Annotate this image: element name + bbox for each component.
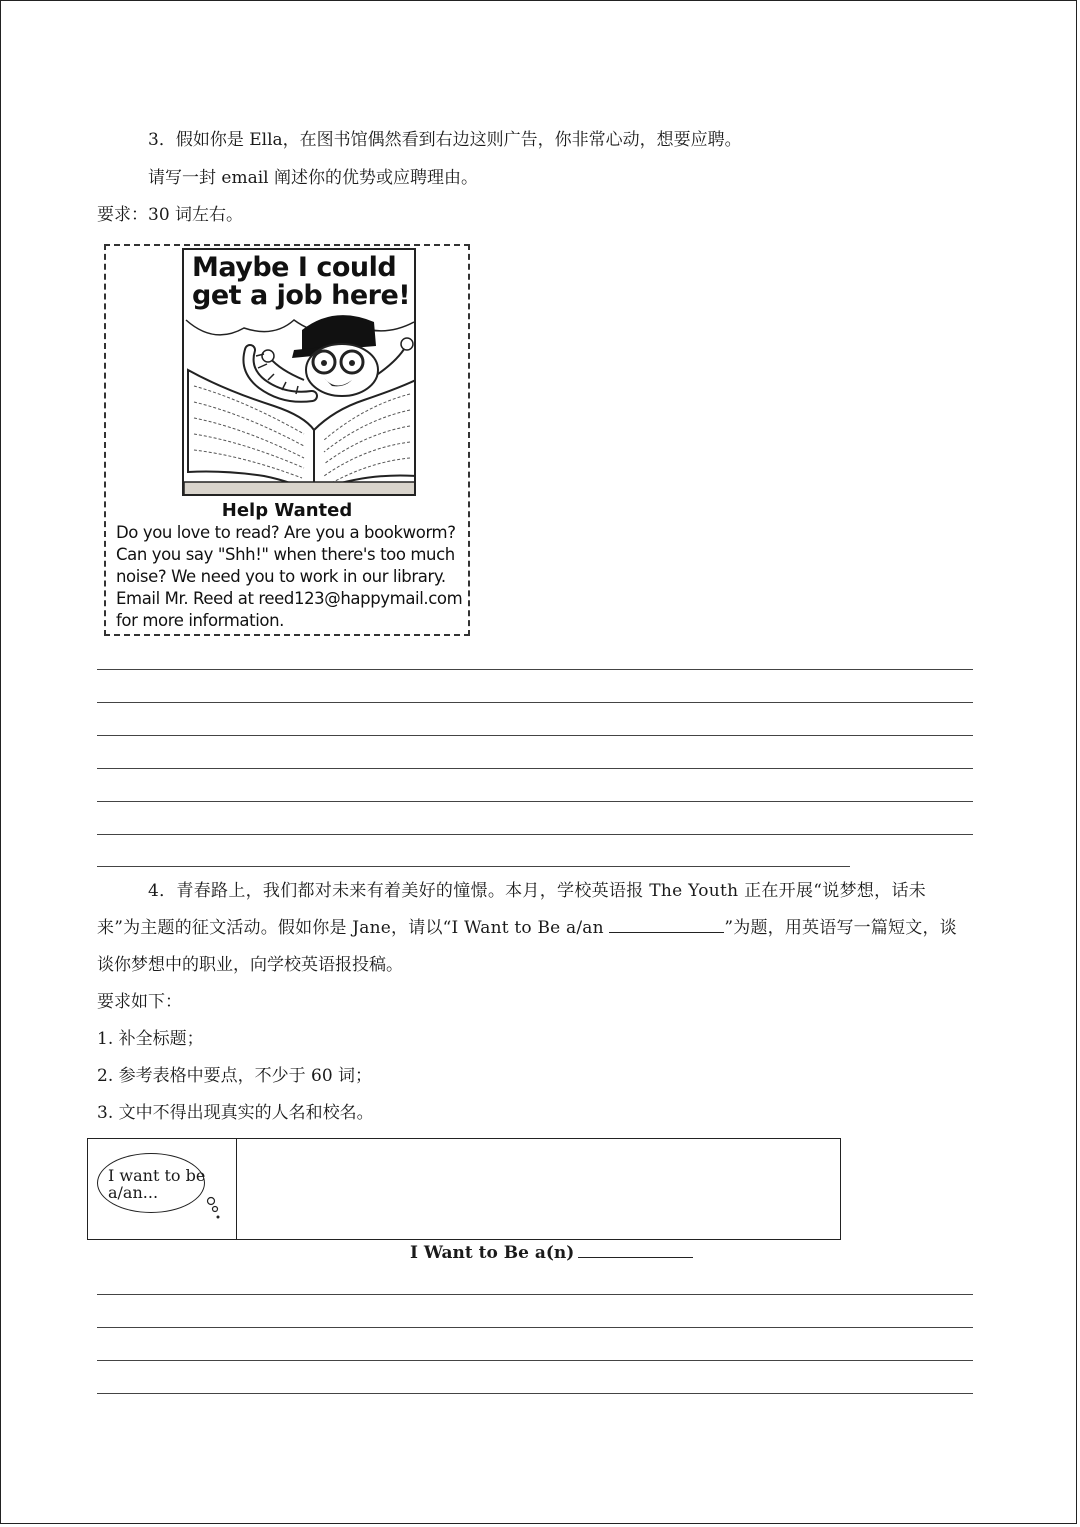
writing-line [97,1360,973,1361]
bookworm-on-book-picture [184,250,416,496]
writing-line [97,702,973,703]
writing-line [97,768,973,769]
thought-bubble-text: I want to be a/an... [108,1166,206,1202]
q4-prompt-line1: 4．青春路上，我们都对未来有着美好的憧憬。本月，学校英语报 The Youth 正在开展“说梦想，话未 [148,881,927,901]
q4-requirement-1: 1. 补全标题； [97,1029,204,1049]
writing-line [97,866,850,867]
title-blank [609,916,724,933]
q3-prompt-line1: 3．假如你是 Ella，在图书馆偶然看到右边这则广告，你非常心动，想要应聘。 [148,130,742,150]
q4-line2-before-blank: 来”为主题的征文活动。假如你是 Jane，请以“I Want to Be a/an [97,918,610,938]
help-wanted-advertisement [104,244,470,636]
q4-prompt-line2 [97,916,957,940]
q3-requirement: 要求：30 词左右。 [97,205,244,225]
q4-prompt-line3: 谈你梦想中的职业，向学校英语报投稿。 [97,955,403,975]
q4-requirements-heading: 要求如下： [97,992,182,1012]
ad-headline-line2: get a job here! [192,280,411,311]
writing-line [97,1327,973,1328]
ad-body-text: Do you love to read? Are you a bookworm? Can you say "Shh!" when there's too much noise? We need you to work in our library. Email Mr. Reed at reed123@happymail.com for more information. [116,523,463,630]
writing-line [97,834,973,835]
essay-title-blank [578,1241,693,1258]
table-divider [236,1139,237,1239]
q4-requirement-3: 3. 文中不得出现真实的人名和校名。 [97,1103,374,1123]
ad-title: Help Wanted [221,500,353,521]
writing-line [97,735,973,736]
q4-requirement-2: 2. 参考表格中要点，不少于 60 词； [97,1066,373,1086]
q4-line2-after-blank: ”为题，用英语写一篇短文，谈 [724,918,957,938]
dream-job-table [87,1138,841,1240]
ad-headline-line1: Maybe I could [192,252,397,283]
writing-line [97,1393,973,1394]
essay-title-text: I Want to Be a(n) [410,1243,575,1263]
essay-title [410,1241,693,1263]
q3-prompt-line2: 请写一封 email 阐述你的优势或应聘理由。 [148,168,478,188]
thought-dots-icon [206,1165,226,1225]
writing-line [97,669,973,670]
bookworm-illustration [182,248,416,496]
writing-line [97,1294,973,1295]
writing-line [97,801,973,802]
